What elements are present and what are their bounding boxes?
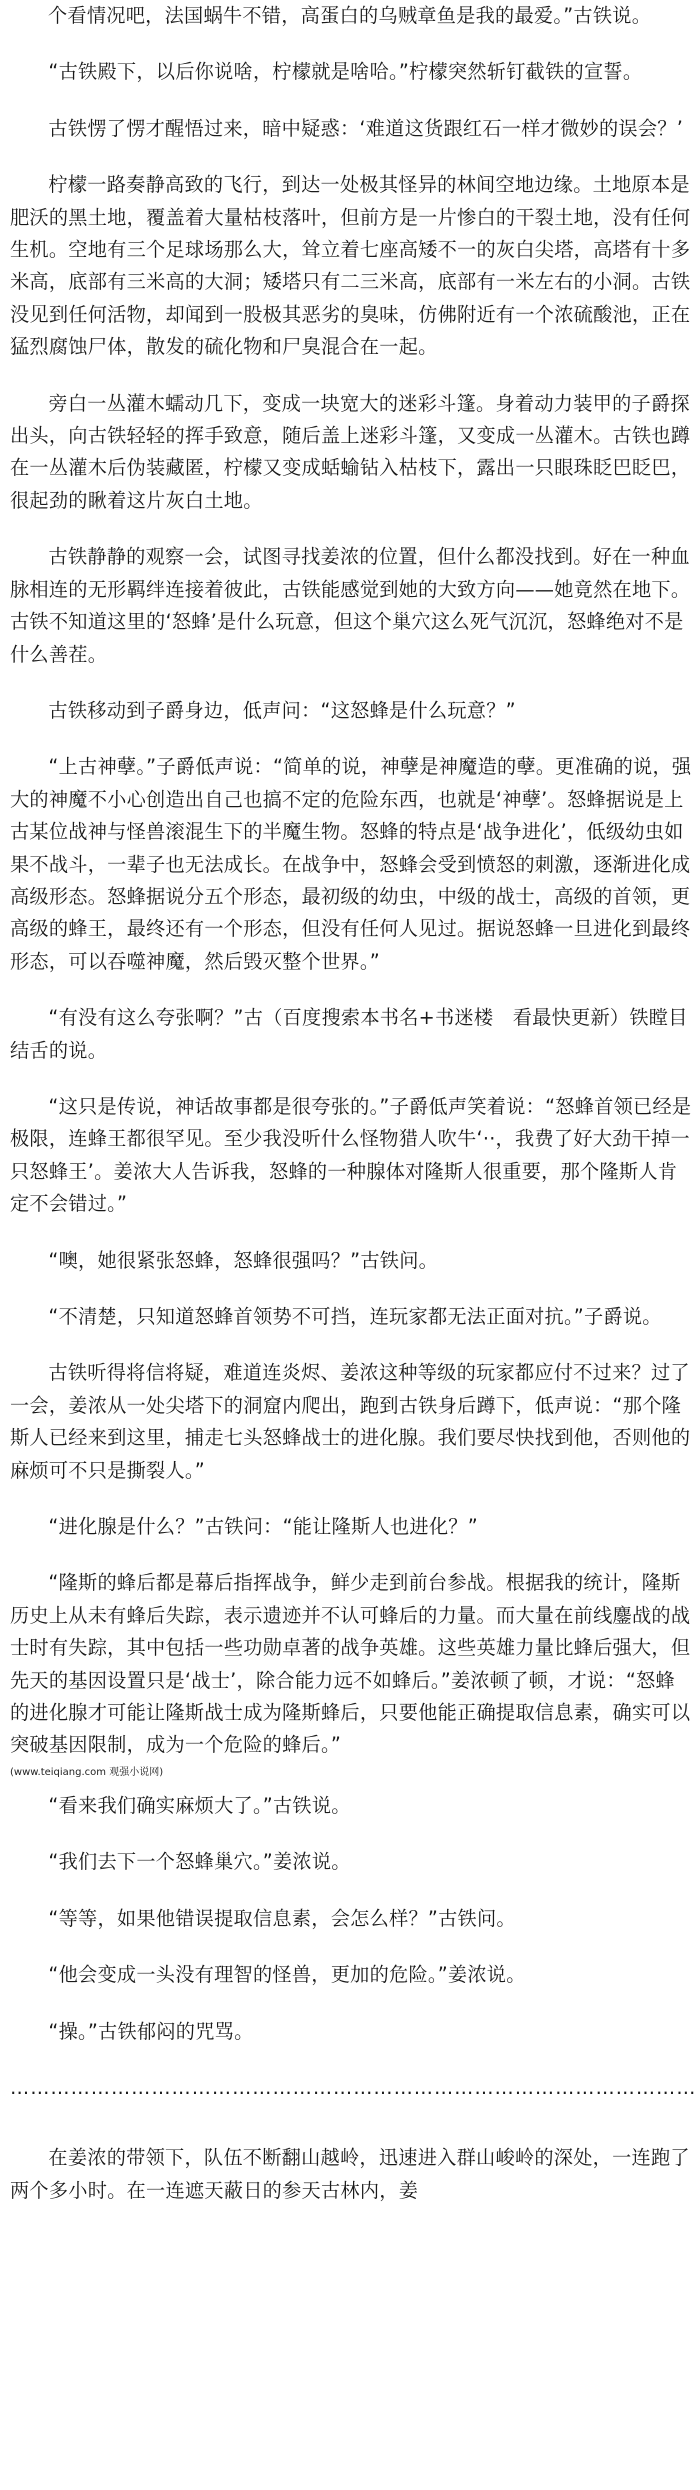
- paragraph-8: “上古神孽。”子爵低声说：“简单的说，神孽是神魔造的孽。更准确的说，强大的神魔不小心创造出自己也搞不定的危险东西，也就是‘神孽’。怒蜂据说是上古某位战神与怪兽滚混生下的半魔生物。怒蜂的特点是‘战争进化’，低级幼虫如果不战斗，一辈子也无法成长。在战争中，怒蜂会受到愤怒的刺激，逐渐进化成高级形态。怒蜂据说分五个形态，最初级的幼虫，中级的战士，高级的首领，更高级的蜂王，最终还有一个形态，但没有任何人见过。据说怒蜂一旦进化到最终形态，可以吞噬神魔，然后毁灭整个世界。”: [10, 755, 692, 973]
- paragraph-13: 古铁听得将信将疑，难道连炎烬、姜浓这种等级的玩家都应付不过来？过了一会，姜浓从一处尖塔下的洞窟内爬出，跑到古铁身后蹲下，低声说：“那个隆斯人已经来到这里，捕走七头怒蜂战士的进化腺。我们要尽快找到他，否则他的麻烦可不只是撕裂人。”: [10, 1361, 691, 1482]
- paragraph-19: “他会变成一头没有理智的怪兽，更加的危险。”姜浓说。: [48, 1963, 526, 1987]
- closing-paragraph: 在姜浓的带领下，队伍不断翻山越岭，迅速进入群山峻岭的深处，一连跑了两个多小时。在一连遮天蔽日的参天古林内，姜: [10, 2146, 690, 2202]
- paragraph-9: “有没有这么夸张啊？”古（百度搜索本书名+书迷楼 看最快更新）铁瞠目结舌的说。: [10, 1006, 688, 1062]
- section-separator: …………………………………………………………………………………………: [10, 2075, 697, 2099]
- paragraph-12: “不清楚，只知道怒蜂首领势不可挡，连玩家都无法正面对抗。”子爵说。: [48, 1305, 662, 1328]
- paragraph-20: “操。”古铁郁闷的咒骂。: [48, 2019, 254, 2043]
- paragraph-11: “噢，她很紧张怒蜂，怒蜂很强吗？”古铁问。: [48, 1248, 439, 1272]
- paragraph-6: 古铁静静的观察一会，试图寻找姜浓的位置，但什么都没找到。好在一种血脉相连的无形羁绊连接着彼此，古铁能感觉到她的大致方向——她竟然在地下。古铁不知道这里的‘怒蜂’是什么玩意，但这个巢穴这么死气沉沉，怒蜂绝对不是什么善茬。: [10, 545, 691, 666]
- paragraph-7: 古铁移动到子爵身边，低声问：“这怒蜂是什么玩意？”: [48, 698, 516, 722]
- paragraph-15: “隆斯的蜂后都是幕后指挥战争，鲜少走到前台参战。根据我的统计，隆斯历史上从未有蜂后失踪，表示遗迹并不认可蜂后的力量。而大量在前线鏖战的战士时有失踪，其中包括一些功勋卓著的战争英雄。这些英雄力量比蜂后强大，但先天的基因设置只是‘战士’，除合能力远不如蜂后。”姜浓顿了顿，才说：“怒蜂的进化腺才可能让隆斯战士成为隆斯蜂后，只要他能正确提取信息素，确实可以突破基因限制，成为一个危险的蜂后。”: [10, 1571, 691, 1757]
- paragraph-18: “等等，如果他错误提取信息素，会怎么样？”古铁问。: [48, 1906, 516, 1930]
- paragraph-17: “我们去下一个怒蜂巢穴。”姜浓说。: [48, 1850, 351, 1874]
- paragraph-2: “古铁殿下，以后你说啥，柠檬就是啥哈。”柠檬突然斩钉截铁的宣誓。: [48, 60, 643, 84]
- paragraph-10: “这只是传说，神话故事都是很夸张的。”子爵低声笑着说：“怒蜂首领已经是极限，连蜂王都很罕见。至少我没听什么怪物猎人吹牛‘··，我费了好大劲干掉一只怒蜂王’。姜浓大人告诉我，怒蜂的一种腺体对隆斯人很重要，那个隆斯人肯定不会错过。”: [10, 1094, 692, 1216]
- paragraph-14: “进化腺是什么？”古铁问：“能让隆斯人也进化？”: [48, 1515, 478, 1539]
- paragraph-4: 柠檬一路奏静高致的飞行，到达一处极其怪异的林间空地边缘。土地原本是肥沃的黑土地，覆盖着大量枯枝落叶，但前方是一片惨白的干裂土地，没有任何生机。空地有三个足球场那么大，耸立着七座高矮不一的灰白尖塔，高塔有十多米高，底部有三米高的大洞；矮塔只有二三米高，底部有一米左右的小洞。古铁没见到任何活物，却闻到一股极其恶劣的臭味，仿佛附近有一个浓硫酸池，正在猛烈腐蚀尸体，散发的硫化物和尸臭混合在一起。: [10, 173, 691, 359]
- paragraph-5: 旁白一丛灌木蠕动几下，变成一块宽大的迷彩斗篷。身着动力装甲的子爵探出头，向古铁轻轻的挥手致意，随后盖上迷彩斗篷，又变成一丛灌木。古铁也蹲在一丛灌木后伪装藏匿，柠檬又变成蛞蝓钻入枯枝下，露出一只眼珠眨巴眨巴，很起劲的瞅着这片灰白土地。: [10, 391, 691, 512]
- site-watermark: (www.teiqiang.com 观强小说网): [10, 1766, 164, 1778]
- paragraph-16: “看来我们确实麻烦大了。”古铁说。: [48, 1793, 351, 1817]
- paragraph-3: 古铁愣了愣才醒悟过来，暗中疑惑：‘难道这货跟红石一样才微妙的误会？’: [48, 116, 684, 140]
- paragraph-1: 个看情况吧，法国蜗牛不错，高蛋白的乌贼章鱼是我的最爱。”古铁说。: [48, 4, 652, 27]
